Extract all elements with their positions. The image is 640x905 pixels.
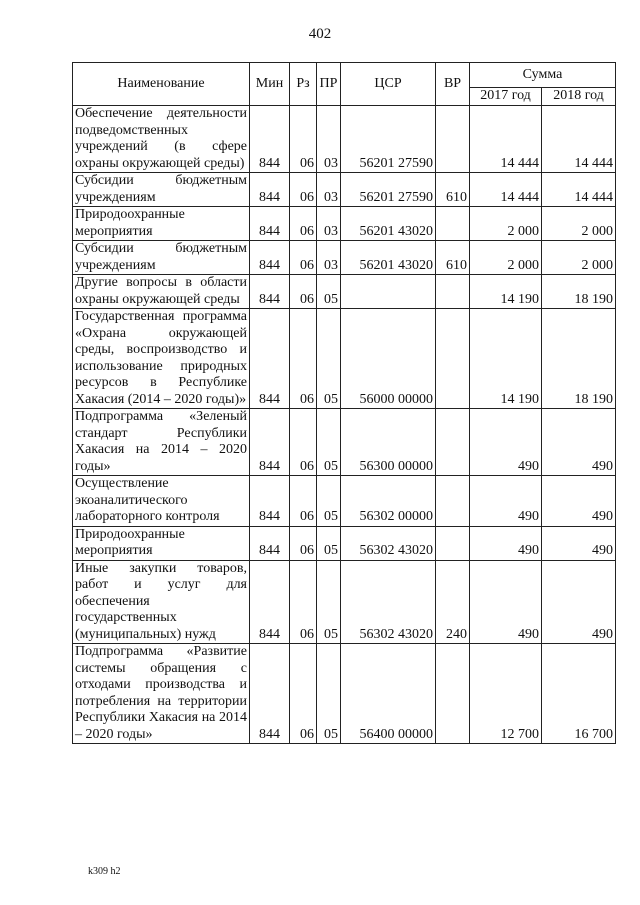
row-amount-2018: 16 700: [542, 644, 616, 744]
table-row: [73, 309, 616, 409]
row-vr: [436, 309, 470, 409]
row-name: Природоохранные мероприятия: [73, 526, 250, 560]
row-amount-2018: 18 190: [542, 275, 616, 309]
row-amount-2017: 14 190: [470, 309, 542, 409]
row-name: Другие вопросы в области охраны окружающей среды: [73, 275, 250, 309]
row-pr: 05: [317, 644, 341, 744]
row-rz: 06: [290, 409, 317, 476]
row-amount-2018: 2 000: [542, 241, 616, 275]
row-rz: 06: [290, 207, 317, 241]
row-amount-2018: 2 000: [542, 207, 616, 241]
header-name: Наименование: [73, 63, 250, 106]
row-min: 844: [250, 476, 290, 527]
row-pr: 03: [317, 173, 341, 207]
row-csr: 56201 27590: [341, 173, 436, 207]
row-min: 844: [250, 526, 290, 560]
row-pr: 03: [317, 207, 341, 241]
row-csr: 56302 00000: [341, 476, 436, 527]
row-min: 844: [250, 241, 290, 275]
row-amount-2018: 490: [542, 560, 616, 644]
row-pr: 05: [317, 476, 341, 527]
row-csr: [341, 275, 436, 309]
table-row: [73, 409, 616, 476]
row-min: 844: [250, 207, 290, 241]
row-amount-2018: 18 190: [542, 309, 616, 409]
row-amount-2018: 14 444: [542, 106, 616, 173]
row-csr: 56201 43020: [341, 241, 436, 275]
row-name: Подпрограмма «Развитие системы обращения с отходами производства и потребления на территории Республики Хакасия на 2014 – 2020 годы»: [73, 644, 250, 744]
table-body: [73, 106, 616, 744]
row-name: Обеспечение деятельности подведомственных учреждений (в сфере охраны окружающей среды): [73, 106, 250, 173]
row-rz: 06: [290, 275, 317, 309]
row-vr: [436, 526, 470, 560]
row-csr: 56000 00000: [341, 309, 436, 409]
row-amount-2018: 490: [542, 409, 616, 476]
table-row: [73, 241, 616, 275]
row-min: 844: [250, 173, 290, 207]
row-rz: 06: [290, 241, 317, 275]
row-name: Иные закупки товаров, работ и услуг для обеспечения государственных (муниципальных) нужд: [73, 560, 250, 644]
row-vr: [436, 207, 470, 241]
header-sum: Сумма: [470, 63, 616, 88]
row-pr: 05: [317, 275, 341, 309]
table-row: [73, 275, 616, 309]
row-rz: 06: [290, 476, 317, 527]
row-amount-2017: 490: [470, 476, 542, 527]
row-vr: [436, 106, 470, 173]
row-pr: 05: [317, 560, 341, 644]
row-csr: 56400 00000: [341, 644, 436, 744]
header-rz: Рз: [290, 63, 317, 106]
row-rz: 06: [290, 560, 317, 644]
row-name: Субсидии бюджетным учреждениям: [73, 241, 250, 275]
row-amount-2017: 14 444: [470, 173, 542, 207]
row-amount-2017: 12 700: [470, 644, 542, 744]
row-vr: 610: [436, 173, 470, 207]
table-row: [73, 207, 616, 241]
page-number: 402: [308, 26, 332, 42]
row-pr: 03: [317, 106, 341, 173]
row-amount-2017: 490: [470, 560, 542, 644]
row-amount-2017: 14 190: [470, 275, 542, 309]
row-vr: [436, 409, 470, 476]
budget-table: [72, 62, 616, 744]
header-pr: ПР: [317, 63, 341, 106]
row-name: Субсидии бюджетным учреждениям: [73, 173, 250, 207]
row-csr: 56302 43020: [341, 526, 436, 560]
row-vr: 240: [436, 560, 470, 644]
row-name: Осуществление экоаналитического лабораторного контроля: [73, 476, 250, 527]
row-amount-2017: 14 444: [470, 106, 542, 173]
row-pr: 05: [317, 526, 341, 560]
row-pr: 05: [317, 309, 341, 409]
table-row: [73, 106, 616, 173]
row-csr: 56302 43020: [341, 560, 436, 644]
header-vr: ВР: [436, 63, 470, 106]
row-min: 844: [250, 644, 290, 744]
row-amount-2018: 490: [542, 526, 616, 560]
row-rz: 06: [290, 526, 317, 560]
row-amount-2018: 490: [542, 476, 616, 527]
row-min: 844: [250, 106, 290, 173]
row-amount-2017: 490: [470, 526, 542, 560]
row-name: Государственная программа «Охрана окружающей среды, воспроизводство и использование природных ресурсов в Республике Хакасия (2014 – 2020 годы)»: [73, 309, 250, 409]
header-year-2017: 2017 год: [470, 88, 542, 106]
row-csr: 56300 00000: [341, 409, 436, 476]
row-min: 844: [250, 409, 290, 476]
row-min: 844: [250, 275, 290, 309]
row-vr: [436, 476, 470, 527]
footer-code: k309 h2: [88, 866, 121, 877]
row-pr: 03: [317, 241, 341, 275]
row-pr: 05: [317, 409, 341, 476]
table-row: [73, 644, 616, 744]
table-row: [73, 560, 616, 644]
row-amount-2017: 490: [470, 409, 542, 476]
row-amount-2018: 14 444: [542, 173, 616, 207]
row-vr: [436, 644, 470, 744]
row-min: 844: [250, 560, 290, 644]
row-min: 844: [250, 309, 290, 409]
row-csr: 56201 43020: [341, 207, 436, 241]
row-name: Природоохранные мероприятия: [73, 207, 250, 241]
row-rz: 06: [290, 644, 317, 744]
row-rz: 06: [290, 106, 317, 173]
row-rz: 06: [290, 309, 317, 409]
header-min: Мин: [250, 63, 290, 106]
header-csr: ЦСР: [341, 63, 436, 106]
header-year-2018: 2018 год: [542, 88, 616, 106]
row-name: Подпрограмма «Зеленый стандарт Республики Хакасия на 2014 – 2020 годы»: [73, 409, 250, 476]
row-vr: 610: [436, 241, 470, 275]
table-row: [73, 173, 616, 207]
row-vr: [436, 275, 470, 309]
row-rz: 06: [290, 173, 317, 207]
row-amount-2017: 2 000: [470, 241, 542, 275]
table-row: [73, 476, 616, 527]
row-csr: 56201 27590: [341, 106, 436, 173]
table-row: [73, 526, 616, 560]
row-amount-2017: 2 000: [470, 207, 542, 241]
